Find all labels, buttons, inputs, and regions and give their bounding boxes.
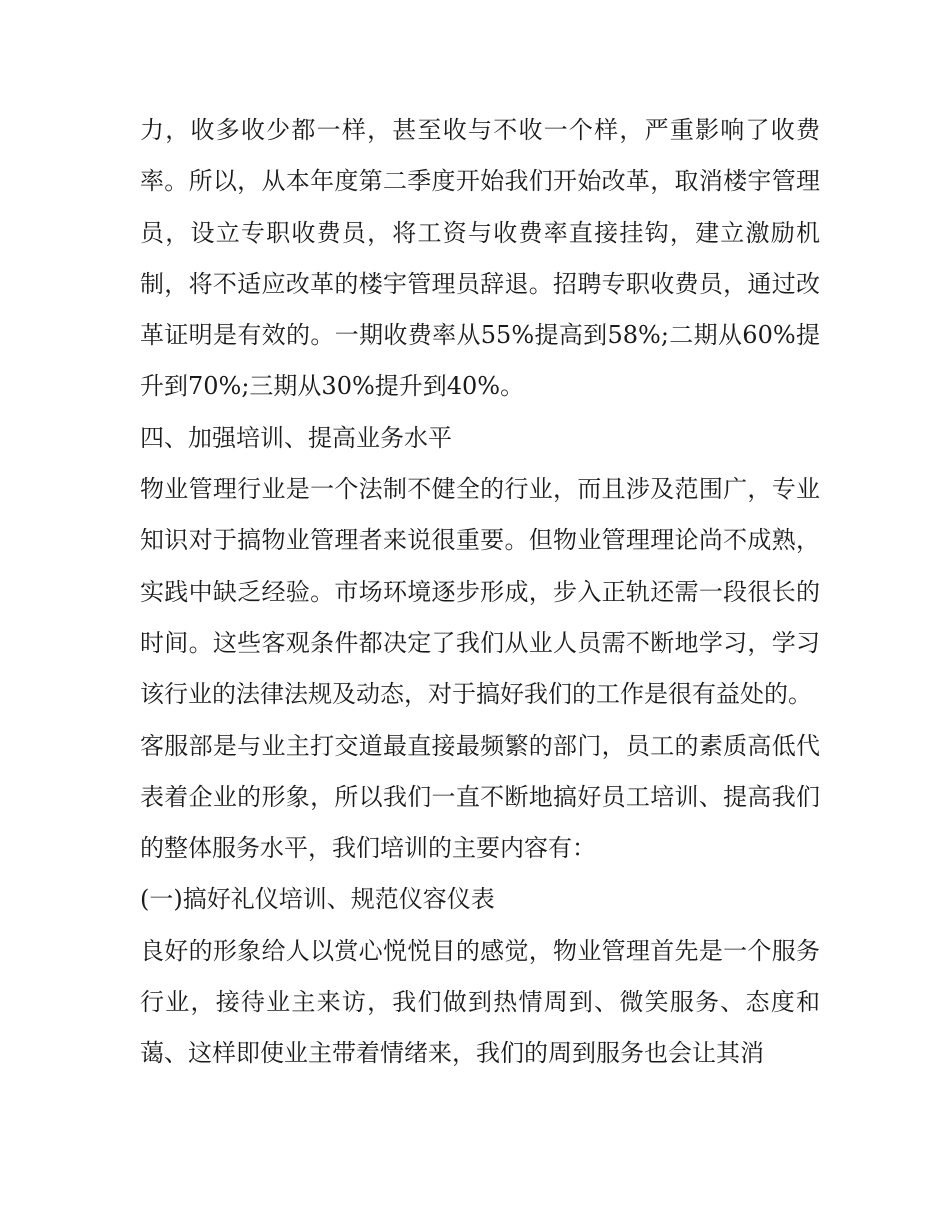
document-body (140, 105, 820, 1080)
paragraph-customer-service: 客服部是与业主打交道最直接最频繁的部门，员工的素质高低代表着企业的形象，所以我们一直不断地搞好员工培训、提高我们的整体服务水平，我们培训的主要内容有： (140, 731, 820, 863)
paragraph-image: 良好的形象给人以赏心悦悦目的感觉，物业管理首先是一个服务行业，接待业主来访，我们做到热情周到、微笑服务、态度和蔼、这样即使业主带着情绪来，我们的周到服务也会让其消 (140, 936, 820, 1068)
paragraph-fee-reform: 力，收多收少都一样，甚至收与不收一个样，严重影响了收费率。所以，从本年度第二季度开始我们开始改革，取消楼宇管理员，设立专职收费员，将工资与收费率直接挂钩，建立激励机制，将不适应改革的楼宇管理员辞退。招聘专职收费员，通过改革证明是有效的。一期收费率从55%提高到58%;二期从60%提升到70%;三期从30%提升到40%。 (140, 116, 820, 401)
paragraph-industry: 物业管理行业是一个法制不健全的行业，而且涉及范围广，专业知识对于搞物业管理者来说很重要。但物业管理理论尚不成熟，实践中缺乏经验。市场环境逐步形成，步入正轨还需一段很长的时间。这些客观条件都决定了我们从业人员需不断地学习，学习该行业的法律法规及动态，对于搞好我们的工作是很有益处的。 (140, 475, 820, 709)
heading-etiquette: (一)搞好礼仪培训、规范仪容仪表 (140, 885, 495, 914)
heading-training: 四、加强培训、提高业务水平 (140, 423, 452, 452)
